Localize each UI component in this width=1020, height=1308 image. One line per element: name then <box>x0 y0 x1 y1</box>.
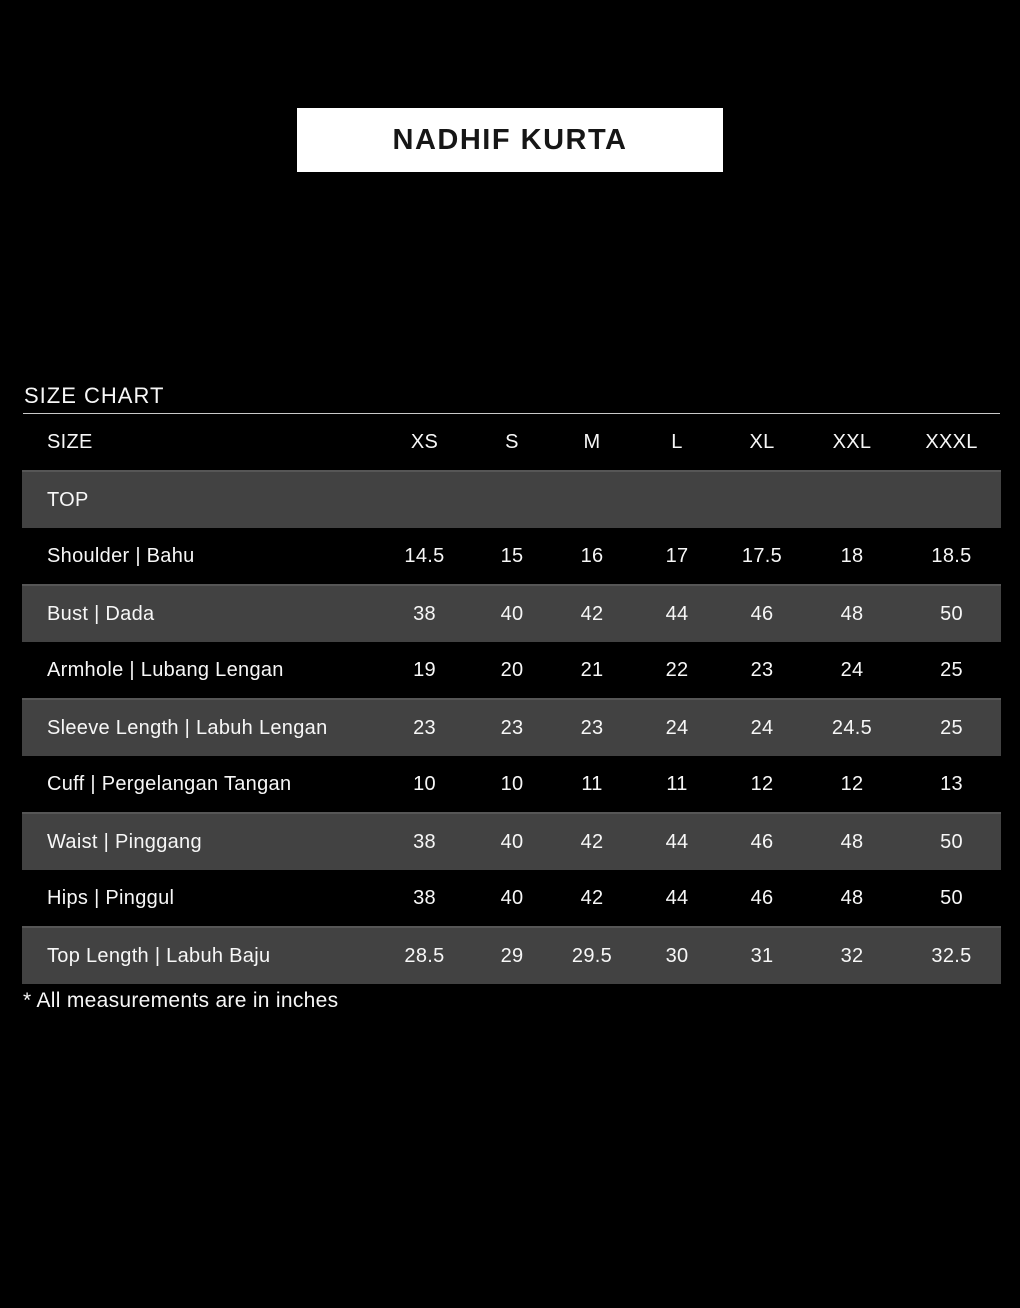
measurements-footnote: * All measurements are in inches <box>23 989 339 1012</box>
value-cell: 50 <box>940 886 963 909</box>
value-cell: 40 <box>472 585 552 642</box>
value-cell: 22 <box>665 658 689 681</box>
value-cell: 15 <box>500 544 524 567</box>
size-chart-table <box>22 414 1001 984</box>
size-chart-body <box>22 471 1001 984</box>
value-cell: 25 <box>902 699 1001 756</box>
value-cell: 46 <box>722 813 802 870</box>
value-cell: 23 <box>377 699 472 756</box>
table-row <box>22 813 1001 870</box>
value-cell: 40 <box>472 813 552 870</box>
value-cell: 38 <box>377 585 472 642</box>
value-cell: 23 <box>472 699 552 756</box>
column-header-xs: XS <box>410 430 439 453</box>
row-label: Cuff | Pergelangan Tangan <box>47 772 292 795</box>
value-cell: 23 <box>552 699 632 756</box>
value-cell: 25 <box>940 658 963 681</box>
value-cell: 14.5 <box>404 544 445 567</box>
value-cell: 13 <box>940 772 963 795</box>
row-label: Sleeve Length | Labuh Lengan <box>22 699 377 756</box>
column-header-l: L <box>671 430 683 453</box>
row-label: Armhole | Lubang Lengan <box>47 658 284 681</box>
value-cell: 18 <box>840 544 864 567</box>
table-row <box>22 870 1001 927</box>
value-cell: 17 <box>665 544 689 567</box>
value-cell: 24 <box>840 658 864 681</box>
table-row <box>22 699 1001 756</box>
section-row-top <box>22 471 1001 528</box>
value-cell: 44 <box>665 886 689 909</box>
section-label: TOP <box>22 471 1001 528</box>
value-cell: 24 <box>632 699 722 756</box>
value-cell: 38 <box>413 886 436 909</box>
value-cell: 21 <box>580 658 604 681</box>
value-cell: 16 <box>580 544 604 567</box>
value-cell: 50 <box>902 585 1001 642</box>
value-cell: 24 <box>722 699 802 756</box>
value-cell: 32 <box>802 927 902 984</box>
value-cell: 20 <box>500 658 524 681</box>
column-header-xxl: XXL <box>832 430 872 453</box>
value-cell: 28.5 <box>377 927 472 984</box>
size-chart-header-row <box>22 414 1001 471</box>
value-cell: 48 <box>802 585 902 642</box>
column-header-xl: XL <box>749 430 775 453</box>
value-cell: 29 <box>472 927 552 984</box>
table-row <box>22 585 1001 642</box>
value-cell: 38 <box>377 813 472 870</box>
value-cell: 42 <box>580 886 604 909</box>
value-cell: 24.5 <box>802 699 902 756</box>
value-cell: 11 <box>666 772 688 795</box>
table-row <box>22 756 1001 813</box>
value-cell: 42 <box>552 585 632 642</box>
row-label: Bust | Dada <box>22 585 377 642</box>
product-title: NADHIF KURTA <box>392 123 628 156</box>
value-cell: 44 <box>632 585 722 642</box>
value-cell: 19 <box>413 658 436 681</box>
row-label: Hips | Pinggul <box>47 886 175 909</box>
row-label: Waist | Pinggang <box>22 813 377 870</box>
value-cell: 12 <box>750 772 774 795</box>
column-header-s: S <box>505 430 519 453</box>
value-cell: 32.5 <box>902 927 1001 984</box>
value-cell: 46 <box>722 585 802 642</box>
value-cell: 10 <box>413 772 436 795</box>
row-label: Shoulder | Bahu <box>47 544 195 567</box>
value-cell: 29.5 <box>552 927 632 984</box>
value-cell: 46 <box>750 886 774 909</box>
value-cell: 44 <box>632 813 722 870</box>
column-header-m: M <box>583 430 601 453</box>
value-cell: 48 <box>802 813 902 870</box>
table-row <box>22 528 1001 585</box>
table-row <box>22 642 1001 699</box>
value-cell: 31 <box>722 927 802 984</box>
size-chart-heading: SIZE CHART <box>24 383 165 408</box>
value-cell: 42 <box>552 813 632 870</box>
row-label: Top Length | Labuh Baju <box>22 927 377 984</box>
value-cell: 40 <box>500 886 524 909</box>
value-cell: 10 <box>500 772 524 795</box>
value-cell: 12 <box>840 772 864 795</box>
value-cell: 50 <box>902 813 1001 870</box>
value-cell: 11 <box>581 772 603 795</box>
column-header-xxxl: XXXL <box>925 430 978 453</box>
table-row <box>22 927 1001 984</box>
product-title-banner <box>297 108 723 172</box>
value-cell: 30 <box>632 927 722 984</box>
value-cell: 23 <box>750 658 774 681</box>
value-cell: 18.5 <box>931 544 972 567</box>
column-header-size: SIZE <box>47 430 93 453</box>
value-cell: 17.5 <box>741 544 783 567</box>
value-cell: 48 <box>840 886 864 909</box>
